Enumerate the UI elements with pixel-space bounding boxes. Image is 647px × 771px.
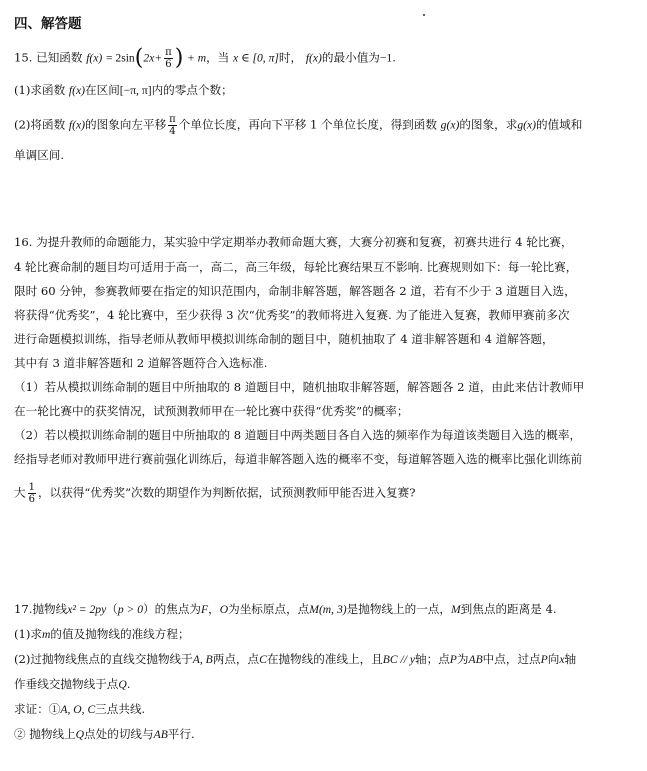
section-heading: 四、解答题 bbox=[14, 16, 82, 32]
q16-line: 限时 60 分钟，参赛教师要在指定的知识范围内，命制非解答题，解答题各 2 道，若有不少于 3 道题目入选， bbox=[14, 284, 576, 298]
q15-part-1: (1)求函数 f(x)在区间[−π, π]内的零点个数； bbox=[14, 83, 233, 97]
q17-proof-2: ② 抛物线上Q点处的切线与AB平行. bbox=[14, 727, 195, 741]
q17-part-1: (1)求m的值及抛物线的准线方程； bbox=[14, 627, 190, 641]
q16-line: 其中有 3 道非解答题和 2 道解答题符合入选标准. bbox=[14, 356, 268, 370]
q15-part-2: (2)将函数 f(x)的图象向左平移 $\frac{\pi}{4}$ 个单位长度，再向下平移 1 个单位长度，得到函数 g(x)的图象，求g(x)的值域和 bbox=[14, 114, 583, 137]
q16-line: （2）若以模拟训练命制的题目中所抽取的 8 道题目中两类题目各自入选的频率作为每道该类题目入选的概率， bbox=[14, 428, 582, 442]
q16-line: 4 轮比赛命制的题目均可适用于高一，高二，高三年级，每轮比赛结果互不影响. 比赛规则如下：每一轮比赛， bbox=[14, 260, 578, 274]
q17-part-2-cont: 作垂线交抛物线于点Q. bbox=[14, 677, 131, 691]
stray-dot bbox=[423, 14, 425, 16]
q16-line: 将获得“优秀奖”，4 轮比赛中，至少获得 3 次“优秀奖”的教师将进入复赛. 为了能进入复赛，教师甲赛前多次 bbox=[14, 308, 570, 322]
q16-line: 经指导老师对教师甲进行赛前强化训练后，每道非解答题入选的概率不变，每道解答题入选的概率比强化训练前 bbox=[14, 452, 583, 466]
q17-part-2: (2)过抛物线焦点的直线交抛物线于A, B两点，点C在抛物线的准线上，且BC // y轴；点P为AB中点，过点P向x轴 bbox=[14, 652, 577, 666]
q17-proof-1: 求证：①A, O, C三点共线. bbox=[14, 702, 146, 716]
q17-line-1: 17.抛物线x² = 2py（p > 0）的焦点为F，O为坐标原点，点M(m, 3)是抛物线上的一点，M到焦点的距离是 4. bbox=[14, 602, 557, 616]
q15-line-1: 15. 已知函数 f(x) = 2sin(2x+ $\frac{\pi}{6}$ ) + m，当 x ∈ [0, π]时， f(x)的最小值为−1. bbox=[14, 45, 396, 71]
q16-line: 进行命题模拟训练，指导老师从教师甲模拟训练命制的题目中，随机抽取了 4 道非解答题和 4 道解答题， bbox=[14, 332, 554, 346]
q16-line: 在一轮比赛中的获奖情况，试预测教师甲在一轮比赛中获得“优秀奖”的概率； bbox=[14, 404, 409, 418]
pi-over-4: $\frac{\pi}{4}$ bbox=[169, 114, 176, 137]
one-sixth: $\frac{1}{6}$ bbox=[28, 482, 35, 505]
pi-over-6: $\frac{\pi}{6}$ bbox=[165, 47, 172, 70]
q16-line: 16. 为提升教师的命题能力，某实验中学定期举办教师命题大赛，大赛分初赛和复赛，初赛共进行 4 轮比赛， bbox=[14, 235, 573, 249]
q16-line: （1）若从模拟训练命制的题目中所抽取的 8 道题目中，随机抽取非解答题，解答题各 2 道，由此来估计教师甲 bbox=[14, 380, 585, 394]
q15-part-2-cont: 单调区间. bbox=[14, 148, 65, 162]
q16-last-line: 大 $\frac{1}{6}$ ，以获得“优秀奖”次数的期望作为判断依据，试预测教师甲能否进入复赛? bbox=[14, 482, 416, 505]
